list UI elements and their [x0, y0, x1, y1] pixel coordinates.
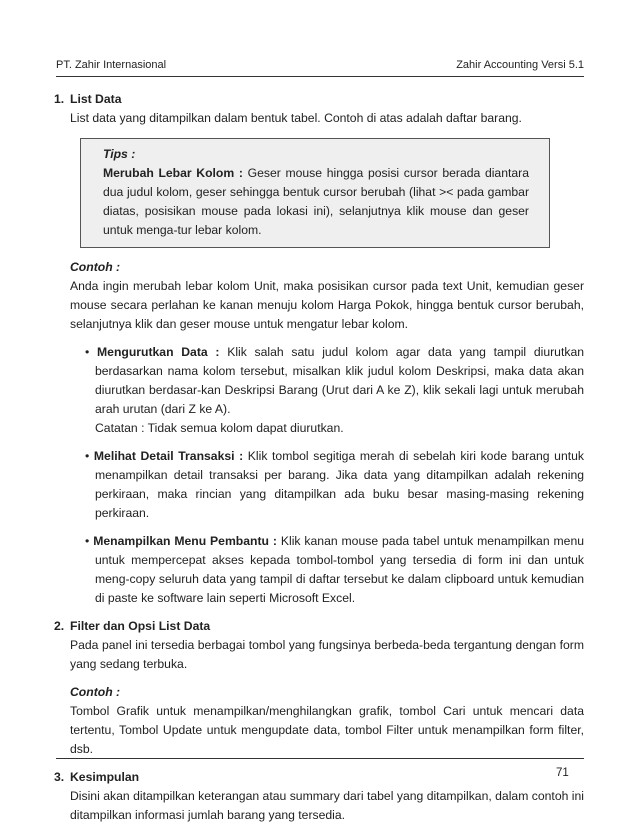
section-1-title [54, 90, 584, 109]
bullet-heading: Menampilkan Menu Pembantu : [93, 534, 277, 548]
bullet-item [70, 532, 584, 608]
page-header [56, 58, 584, 72]
section-title-text: List Data [70, 92, 122, 106]
section-2-title [54, 617, 584, 636]
section-title-text: Kesimpulan [70, 770, 140, 784]
bullet-heading: Melihat Detail Transaksi : [93, 449, 244, 463]
page-content [54, 90, 584, 825]
header-divider [56, 76, 584, 77]
example-text: Anda ingin merubah lebar kolom Unit, maka posisikan cursor pada text Unit, kemudian geser mouse secara perlahan ke kanan menuju kolom Harga Pokok, hingga bentuk cursor berubah, selanjutnya klik dan geser mouse untuk mengatur lebar kolom. [70, 279, 584, 331]
section-3-title [54, 768, 584, 787]
bullet-marker: • [85, 449, 90, 463]
section-1-intro: List data yang ditampilkan dalam bentuk tabel. Contoh di atas adalah daftar barang. [70, 111, 522, 125]
header-company: PT. Zahir Internasional [56, 59, 167, 71]
section-number: 3. [54, 770, 65, 784]
bullet-item [70, 447, 584, 523]
tips-heading: Merubah Lebar Kolom : [103, 166, 243, 180]
bullet-marker: • [85, 345, 90, 359]
header-product: Zahir Accounting Versi 5.1 [456, 59, 584, 71]
section-number: 2. [54, 619, 65, 633]
bullet-body: Klik salah satu judul kolom agar data yang tampil diurutkan berdasarkan nama kolom tersebut, misalkan klik judul kolom Deskripsi, maka data akan diurutkan berdasar-kan Deskripsi Barang (Urut dari A ke Z), klik sekali lagi untuk merubah arah urutan (dari Z ke A). [95, 345, 585, 416]
section-3-intro: Disini akan ditampilkan keterangan atau summary dari tabel yang ditampilkan, dalam contoh ini ditampilkan informasi jumlah barang yang tersedia. [70, 789, 584, 822]
bullet-heading: Mengurutkan Data : [97, 345, 220, 359]
example-label: Contoh : [70, 260, 121, 274]
bullet-item [70, 343, 584, 419]
section-number: 1. [54, 92, 65, 106]
tips-box [80, 138, 550, 248]
example-text: Tombol Grafik untuk menampilkan/menghilangkan grafik, tombol Cari untuk mencari data tertentu, Tombol Update untuk mengupdate data, tombol Filter untuk menampilkan form filter, dsb. [70, 704, 584, 756]
bullet-body: Klik kanan mouse pada tabel untuk menampilkan menu untuk mempercepat akses kepada tombol-tombol yang tersedia di form ini dan untuk meng-copy seluruh data yang tampil di daftar tersebut ke dalam clipboard untuk kemudian di paste ke software lain seperti Microsoft Excel. [95, 534, 584, 605]
bullet-note: Catatan : Tidak semua kolom dapat diurutkan. [95, 421, 344, 435]
tips-label: Tips : [103, 147, 136, 161]
tips-body: Geser mouse hingga posisi cursor berada diantara dua judul kolom, geser sehingga bentuk cursor berubah (lihat >< pada gambar diatas, posisikan mouse pada lokasi ini), selanjutnya klik mouse dan geser untuk menga-tur lebar kolom. [103, 166, 529, 237]
section-2-intro: Pada panel ini tersedia berbagai tombol yang fungsinya berbeda-beda tergantung dengan form yang sedang terbuka. [70, 638, 584, 671]
section-title-text: Filter dan Opsi List Data [70, 619, 211, 633]
bullet-body: Klik tombol segitiga merah di sebelah kiri kode barang untuk menampilkan detail transaksi per barang. Jika data yang ditampilkan adalah rekening perkiraan, maka rincian yang ditampilkan ada buku besar masing-masing rekening perkiraan. [95, 449, 584, 520]
example-label: Contoh : [70, 685, 121, 699]
bullet-marker: • [85, 534, 90, 548]
page-number: 71 [556, 767, 569, 779]
tips-text [103, 164, 529, 240]
footer-divider [56, 758, 584, 759]
